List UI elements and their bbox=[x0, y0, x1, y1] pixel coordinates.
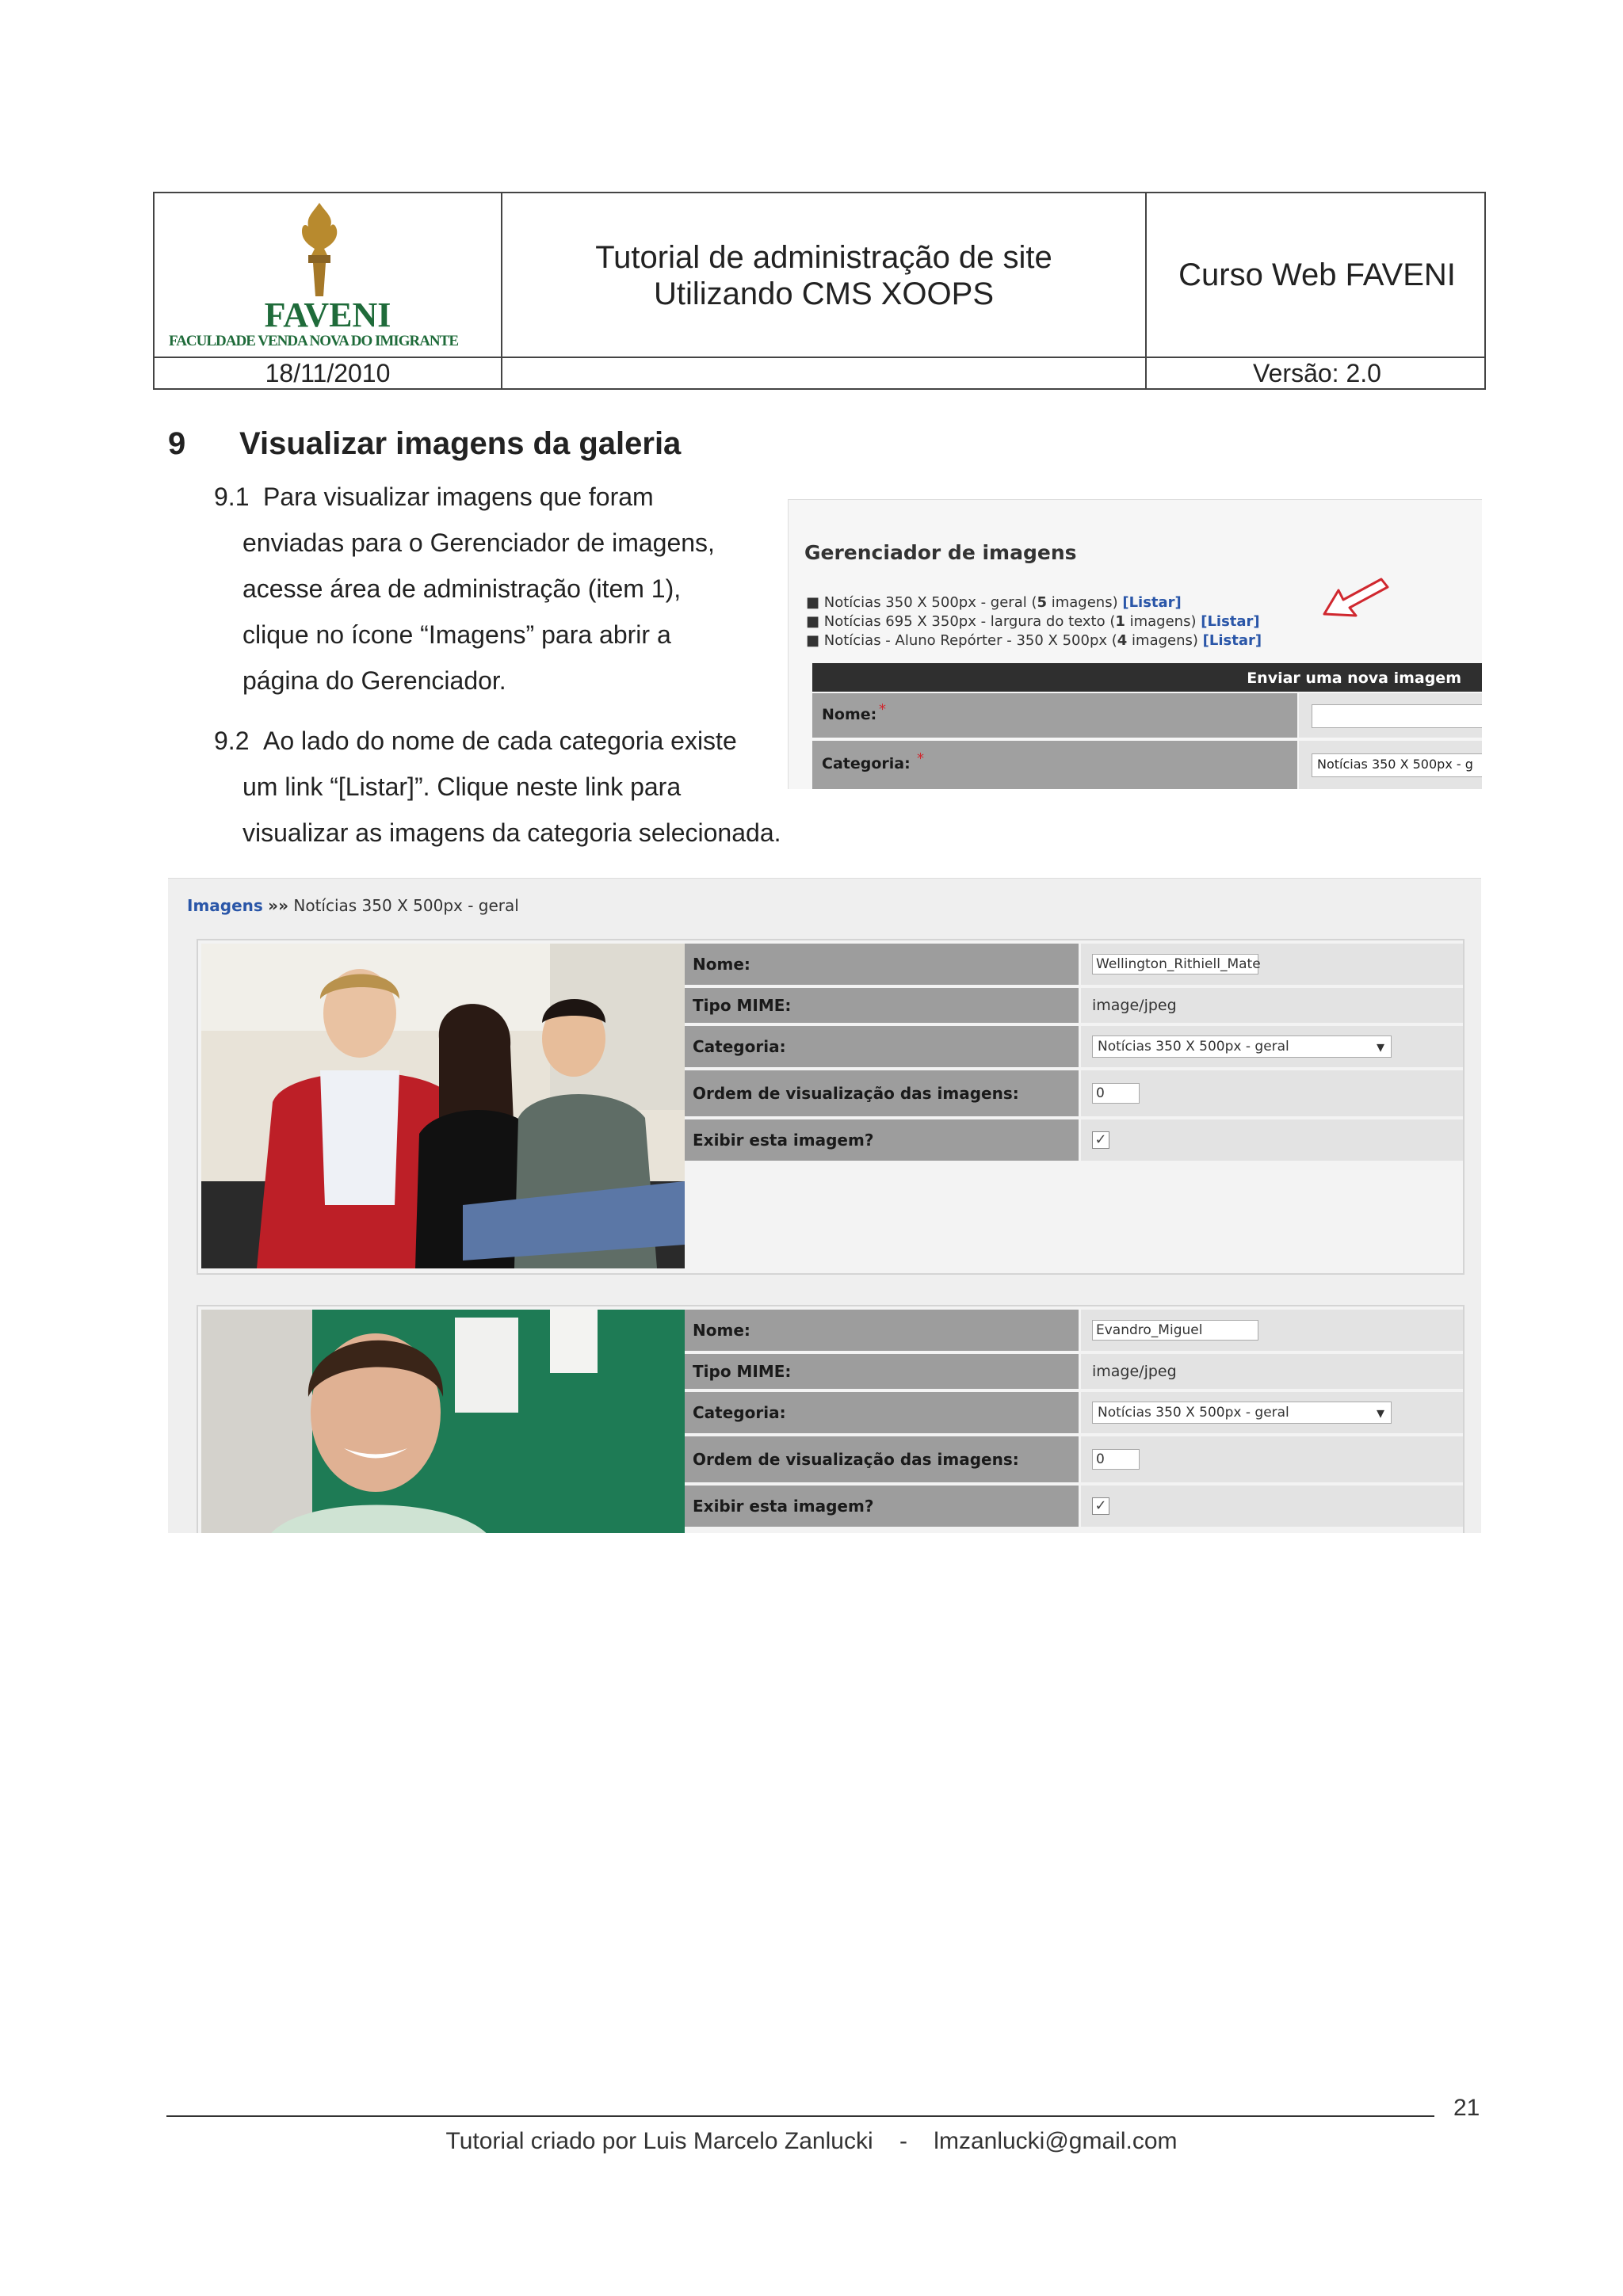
form-header-text: Enviar uma nova imagem bbox=[1247, 669, 1461, 687]
mime-row bbox=[685, 988, 1463, 1023]
item-text-line: Ao lado do nome de cada categoria existe bbox=[263, 727, 737, 755]
header-table bbox=[153, 192, 1486, 390]
photo-thumbnail bbox=[201, 944, 685, 1268]
category-list bbox=[806, 593, 1262, 650]
footer-author: Tutorial criado por Luis Marcelo Zanlucki bbox=[445, 2128, 873, 2154]
item-text-line: um link “[Listar]”. Clique neste link para bbox=[242, 772, 682, 801]
category-label: Categoria: bbox=[685, 1392, 1081, 1433]
category-suffix: imagens) bbox=[1125, 613, 1201, 630]
mime-label: Tipo MIME: bbox=[685, 1354, 1081, 1389]
order-input[interactable]: 0 bbox=[1092, 1083, 1140, 1104]
mime-value: image/jpeg bbox=[1081, 988, 1463, 1023]
category-select[interactable]: Notícias 350 X 500px - geral ▾ bbox=[1092, 1402, 1392, 1424]
name-row bbox=[685, 1310, 1463, 1351]
name-input[interactable] bbox=[1312, 704, 1482, 728]
category-label-cell bbox=[812, 741, 1297, 789]
image-panel bbox=[197, 939, 1465, 1275]
category-count: 5 bbox=[1037, 594, 1048, 611]
name-label: Nome: bbox=[685, 944, 1081, 985]
order-label: Ordem de visualização das imagens: bbox=[685, 1436, 1081, 1482]
item-number: 9.2 bbox=[214, 727, 250, 755]
image-manager-screenshot bbox=[788, 499, 1482, 789]
page-number: 21 bbox=[1453, 2095, 1480, 2121]
category-row bbox=[685, 1392, 1463, 1433]
display-row bbox=[685, 1486, 1463, 1527]
photo-thumbnail bbox=[201, 1310, 685, 1533]
category-count: 1 bbox=[1115, 613, 1125, 630]
category-suffix: imagens) bbox=[1047, 594, 1123, 611]
breadcrumb bbox=[187, 896, 519, 915]
category-select[interactable]: Notícias 350 X 500px - g bbox=[1312, 753, 1482, 777]
item-text-line: página do Gerenciador. bbox=[242, 666, 506, 695]
category-value-cell bbox=[1299, 741, 1482, 789]
category-count: 4 bbox=[1117, 632, 1128, 649]
logo-name: FAVENI bbox=[264, 296, 391, 334]
name-value-cell bbox=[1299, 693, 1482, 738]
category-item: ■ Notícias 695 X 350px - largura do texto (1 imagens) [Listar] bbox=[806, 613, 1260, 630]
document-version: Versão: 2.0 bbox=[1253, 359, 1381, 387]
order-row bbox=[685, 1070, 1463, 1116]
display-label: Exibir esta imagem? bbox=[685, 1486, 1081, 1527]
category-label: Categoria: bbox=[822, 755, 911, 772]
manager-title: Gerenciador de imagens bbox=[804, 541, 1077, 564]
item-number: 9.1 bbox=[214, 482, 250, 511]
category-suffix: imagens) bbox=[1127, 632, 1203, 649]
name-label-cell bbox=[812, 693, 1297, 738]
list-link[interactable]: [Listar] bbox=[1201, 613, 1260, 630]
section-title: Visualizar imagens da galeria bbox=[239, 426, 682, 461]
logo-subtitle: FACULDADE VENDA NOVA DO IMIGRANTE bbox=[169, 333, 458, 349]
display-label: Exibir esta imagem? bbox=[685, 1119, 1081, 1161]
footer-rule bbox=[166, 2115, 1434, 2117]
order-input[interactable]: 0 bbox=[1092, 1449, 1140, 1470]
breadcrumb-current: Notícias 350 X 500px - geral bbox=[293, 896, 519, 915]
image-name-input[interactable]: Evandro_Miguel bbox=[1092, 1320, 1258, 1341]
display-checkbox[interactable]: ✓ bbox=[1092, 1131, 1109, 1149]
course-name: Curso Web FAVENI bbox=[1178, 257, 1456, 292]
image-name-input[interactable]: Wellington_Rithiell_Mate bbox=[1092, 954, 1258, 974]
order-label: Ordem de visualização das imagens: bbox=[685, 1070, 1081, 1116]
required-mark: * bbox=[879, 701, 886, 718]
mime-row bbox=[685, 1354, 1463, 1389]
order-row bbox=[685, 1436, 1463, 1482]
list-link[interactable]: [Listar] bbox=[1122, 594, 1182, 611]
display-checkbox[interactable]: ✓ bbox=[1092, 1497, 1109, 1515]
title-line-1: Tutorial de administração de site bbox=[595, 240, 1052, 275]
item-text-line: visualizar as imagens da categoria selecionada. bbox=[242, 818, 781, 847]
mime-label: Tipo MIME: bbox=[685, 988, 1081, 1023]
breadcrumb-root-link[interactable]: Imagens bbox=[187, 896, 263, 915]
image-list-screenshot bbox=[168, 878, 1481, 1533]
name-label: Nome: bbox=[822, 706, 877, 723]
category-select[interactable]: Notícias 350 X 500px - geral ▾ bbox=[1092, 1035, 1392, 1058]
form-header-bar bbox=[812, 663, 1482, 692]
category-name: Notícias 695 X 350px - largura do texto ( bbox=[823, 613, 1116, 630]
breadcrumb-separator: »» bbox=[268, 896, 289, 915]
torch-icon bbox=[288, 200, 351, 299]
item-text-line: clique no ícone “Imagens” para abrir a bbox=[242, 620, 671, 649]
item-text-line: Para visualizar imagens que foram bbox=[263, 482, 654, 511]
required-mark: * bbox=[917, 750, 924, 767]
name-row bbox=[685, 944, 1463, 985]
name-label: Nome: bbox=[685, 1310, 1081, 1351]
list-link[interactable]: [Listar] bbox=[1202, 632, 1262, 649]
document-date: 18/11/2010 bbox=[265, 359, 391, 387]
image-panel bbox=[197, 1305, 1465, 1533]
category-name: Notícias 350 X 500px - geral ( bbox=[823, 594, 1037, 611]
category-name: Notícias - Aluno Repórter - 350 X 500px ( bbox=[823, 632, 1117, 649]
category-row bbox=[685, 1026, 1463, 1067]
title-line-2: Utilizando CMS XOOPS bbox=[653, 277, 995, 311]
footer-email: lmzanlucki@gmail.com bbox=[934, 2128, 1178, 2154]
document-title bbox=[502, 239, 1145, 312]
item-text-line: enviadas para o Gerenciador de imagens, bbox=[242, 528, 715, 557]
footer-separator: - bbox=[899, 2128, 907, 2154]
faveni-logo bbox=[155, 193, 501, 357]
footer-credit bbox=[0, 2128, 1623, 2155]
section-number: 9 bbox=[168, 426, 186, 461]
category-item: ■ Notícias - Aluno Repórter - 350 X 500px (4 imagens) [Listar] bbox=[806, 632, 1262, 649]
item-text-line: acesse área de administração (item 1), bbox=[242, 574, 682, 603]
category-label: Categoria: bbox=[685, 1026, 1081, 1067]
mime-value: image/jpeg bbox=[1081, 1354, 1463, 1389]
category-item: ■ Notícias 350 X 500px - geral (5 imagens) [Listar] bbox=[806, 594, 1182, 611]
arrow-pointer-icon bbox=[1321, 576, 1392, 620]
display-row bbox=[685, 1119, 1463, 1161]
